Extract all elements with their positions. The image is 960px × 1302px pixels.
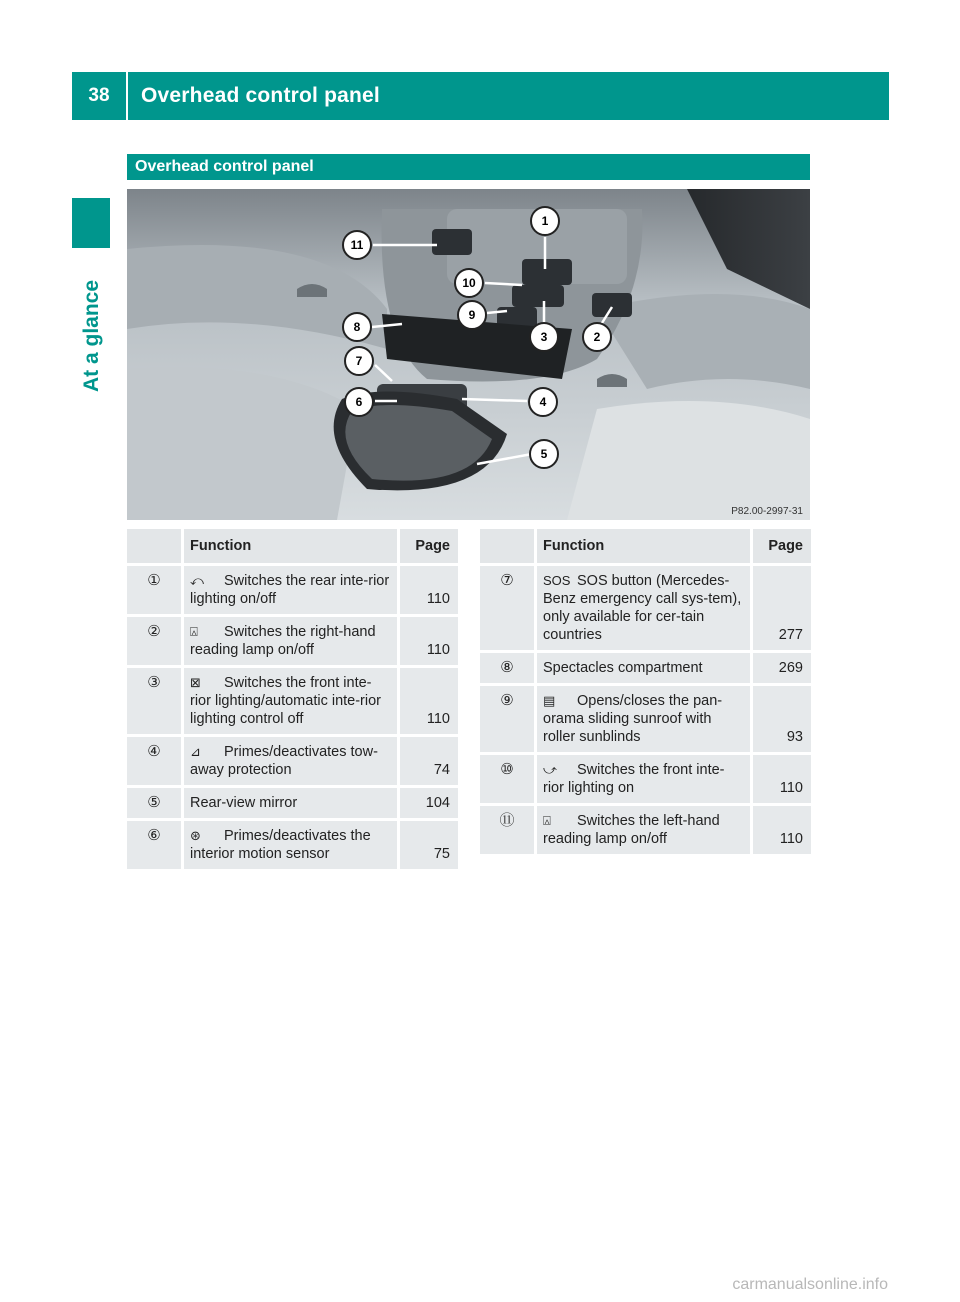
chapter-marker <box>72 198 110 248</box>
row-number: ⑪ <box>480 806 537 857</box>
row-number: ⑥ <box>127 821 184 872</box>
callout-5 <box>530 440 558 468</box>
page-header-title: Overhead control panel <box>141 84 380 107</box>
page-ref: 110 <box>753 755 811 806</box>
sunroof-icon: ▤ <box>543 693 556 708</box>
function-table-right <box>480 529 811 857</box>
callout-7 <box>345 347 373 375</box>
callout-4 <box>529 388 557 416</box>
watermark: carmanualsonline.info <box>732 1276 888 1293</box>
reading-lamp-icon: ⍓ <box>543 813 551 828</box>
callout-11 <box>343 231 371 259</box>
page-ref: 110 <box>400 566 458 617</box>
function-text: Primes/deactivates the interior motion sensor <box>190 828 371 862</box>
row-number: ② <box>127 617 184 668</box>
page-number: 38 <box>88 85 110 106</box>
figure-code: P82.00-2997-31 <box>731 506 803 517</box>
callout-10 <box>455 269 483 297</box>
callout-2 <box>583 323 611 351</box>
row-number: ① <box>127 566 184 617</box>
table-row <box>480 566 811 653</box>
page-ref: 74 <box>400 737 458 788</box>
function-text: Spectacles compartment <box>543 660 703 676</box>
function-text: Switches the front inte-rior lighting/automatic inte-rior lighting control off <box>190 675 381 727</box>
row-number: ④ <box>127 737 184 788</box>
figure-illustration <box>127 189 810 520</box>
function-text: Rear-view mirror <box>190 795 298 811</box>
table-row <box>127 668 458 737</box>
svg-text:9: 9 <box>468 308 476 322</box>
page-ref: 104 <box>400 788 458 821</box>
row-number: ③ <box>127 668 184 737</box>
front-light-icon: ⤻ <box>543 762 557 777</box>
svg-text:4: 4 <box>539 395 547 409</box>
svg-text:11: 11 <box>350 238 364 252</box>
svg-text:7: 7 <box>355 354 363 368</box>
function-text: SOS button (Mercedes-Benz emergency call sys-tem), only available for cer-tain countries <box>543 573 742 643</box>
function-table-left <box>127 529 458 872</box>
table-row <box>127 788 458 821</box>
page-ref: 75 <box>400 821 458 872</box>
table-row <box>480 806 811 857</box>
svg-text:1: 1 <box>541 214 549 228</box>
svg-text:10: 10 <box>462 276 476 290</box>
table-row <box>127 566 458 617</box>
svg-text:3: 3 <box>540 330 548 344</box>
header-function: Function <box>184 529 400 566</box>
page-ref: 269 <box>753 653 811 686</box>
table-row <box>480 686 811 755</box>
page-ref: 110 <box>400 617 458 668</box>
callout-9 <box>458 301 486 329</box>
header-page: Page <box>400 529 458 566</box>
function-text: Switches the right-hand reading lamp on/off <box>190 624 376 658</box>
callout-8 <box>343 313 371 341</box>
motion-sensor-icon: ⊛ <box>190 828 201 843</box>
svg-text:8: 8 <box>353 320 361 334</box>
row-number: ⑩ <box>480 755 537 806</box>
reading-lamp-icon: ⍓ <box>190 624 198 639</box>
function-text: Switches the left-hand reading lamp on/off <box>543 813 720 847</box>
page-ref: 110 <box>400 668 458 737</box>
section-title: Overhead control panel <box>127 154 810 180</box>
table-row <box>480 653 811 686</box>
svg-text:2: 2 <box>593 330 601 344</box>
svg-text:6: 6 <box>355 395 363 409</box>
page-ref: 277 <box>753 566 811 653</box>
chapter-label: At a glance <box>80 279 103 392</box>
svg-text:5: 5 <box>540 447 548 461</box>
sos-icon: SOS <box>543 573 571 588</box>
table-row <box>127 737 458 788</box>
row-number: ⑤ <box>127 788 184 821</box>
header-page: Page <box>753 529 811 566</box>
tow-away-icon: ⊿ <box>190 744 201 759</box>
row-number: ⑧ <box>480 653 537 686</box>
callout-6 <box>345 388 373 416</box>
page-ref: 93 <box>753 686 811 755</box>
function-text: Switches the front inte-rior lighting on <box>543 762 725 796</box>
callout-1 <box>531 207 559 235</box>
row-number: ⑨ <box>480 686 537 755</box>
overhead-panel-figure <box>127 189 810 520</box>
table-row <box>127 821 458 872</box>
row-number: ⑦ <box>480 566 537 653</box>
callout-3 <box>530 323 558 351</box>
header-separator <box>126 72 128 120</box>
table-header-row <box>127 529 458 566</box>
header-num <box>127 529 184 566</box>
header-num <box>480 529 537 566</box>
header-function: Function <box>537 529 753 566</box>
table-row <box>127 617 458 668</box>
function-text: Switches the rear inte-rior lighting on/off <box>190 573 390 607</box>
function-text: Primes/deactivates tow-away protection <box>190 744 378 778</box>
rear-light-icon: ⤺ <box>190 573 204 588</box>
interior-light-off-icon: ⊠ <box>190 675 201 690</box>
function-text: Opens/closes the pan-orama sliding sunroof with roller sunblinds <box>543 693 723 745</box>
table-header-row <box>480 529 811 566</box>
table-row <box>480 755 811 806</box>
page-ref: 110 <box>753 806 811 857</box>
